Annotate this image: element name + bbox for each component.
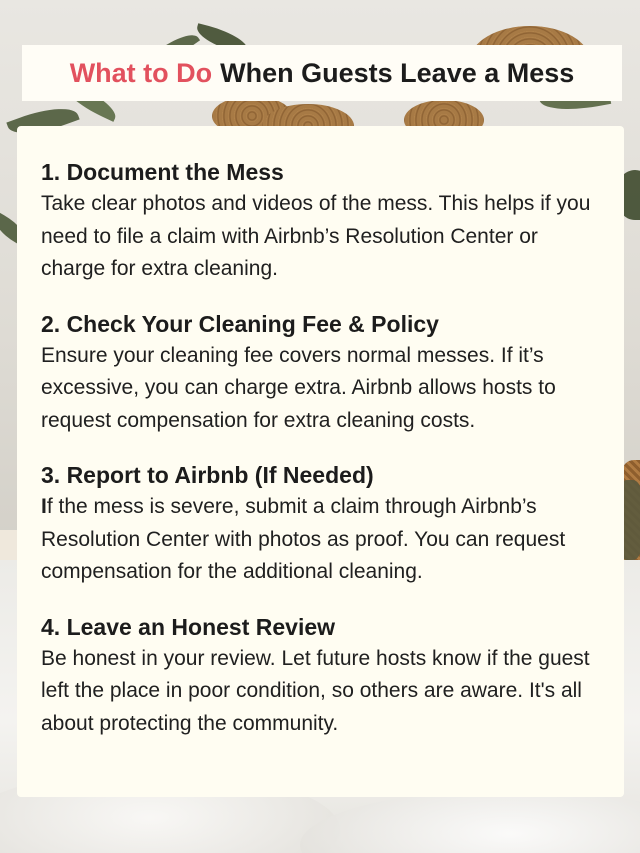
title-banner [22,45,622,101]
section-report-airbnb [41,459,602,589]
section-body: Ensure your cleaning fee covers normal messes. If it’s excessive, you can charge extra. Airbnb allows hosts to request compensation for extra cleaning costs. [41,343,556,432]
section-heading: 3. Report to Airbnb (If Needed) [41,462,374,488]
body-lead-letter: I [41,495,47,518]
title-accent: What to Do [69,57,213,88]
section-body [41,491,602,589]
body-text: f the mess is severe, submit a claim through Airbnb’s Resolution Center with photos as proof. You can request compensation for the additional cleaning. [41,495,566,583]
section-document-mess [41,156,602,286]
section-heading: 2. Check Your Cleaning Fee & Policy [41,310,439,337]
title-text: When Guests Leave a Mess [220,57,575,88]
section-cleaning-fee [41,308,602,438]
section-heading: 4. Leave an Honest Review [41,613,336,640]
section-body: Take clear photos and videos of the mess. This helps if you need to file a claim with Airbnb’s Resolution Center or charge for extra cleaning. [41,192,591,280]
section-body: Be honest in your review. Let future hosts know if the guest left the place in poor condition, so others are aware. It's all about protecting the community. [41,646,590,735]
section-honest-review [41,611,602,741]
section-heading: 1. Document the Mess [41,159,284,185]
content-card [17,126,624,797]
